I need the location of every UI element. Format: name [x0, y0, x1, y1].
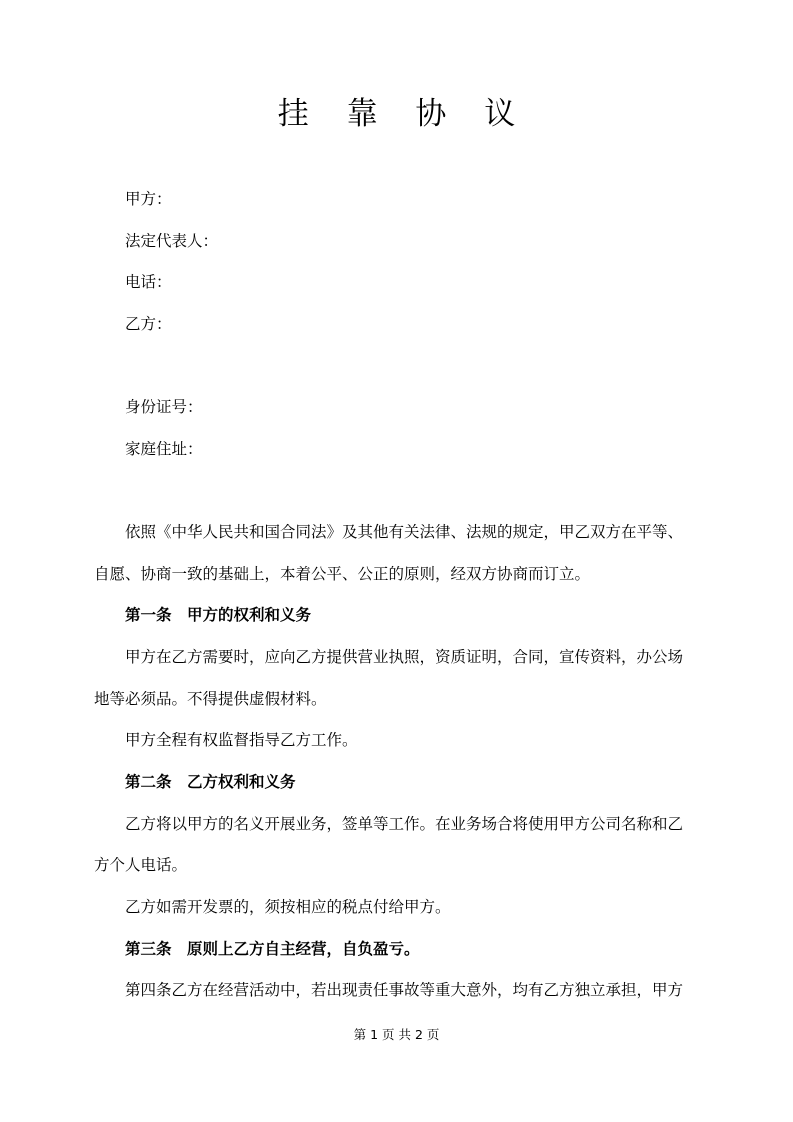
legal-rep-label: 法定代表人：	[125, 232, 219, 250]
document-title: 挂 靠 协 议	[277, 96, 530, 132]
id-number-label: 身份证号：	[125, 398, 203, 416]
home-address-label: 家庭住址：	[125, 440, 203, 458]
intro-line-1: 依照《中华人民共和国合同法》及其他有关法律、法规的规定，甲乙双方在平等、	[125, 523, 684, 541]
phone-label: 电话：	[125, 273, 172, 291]
article-1-paragraph-1-line-1: 甲方在乙方需要时，应向乙方提供营业执照，资质证明，合同，宣传资料，办公场	[125, 648, 684, 666]
party-a-label: 甲方：	[125, 190, 172, 208]
article-3-heading: 第三条 原则上乙方自主经营，自负盈亏。	[125, 940, 420, 958]
article-2-paragraph-1-line-1: 乙方将以甲方的名义开展业务，签单等工作。在业务场合将使用甲方公司名称和乙	[125, 815, 684, 833]
page-footer: 第 1 页 共 2 页	[353, 1027, 440, 1042]
article-2-heading: 第二条 乙方权利和义务	[125, 773, 296, 791]
article-2-paragraph-1-line-2: 方个人电话。	[94, 856, 188, 874]
party-b-label: 乙方：	[125, 315, 172, 333]
intro-line-2: 自愿、协商一致的基础上，本着公平、公正的原则，经双方协商而订立。	[94, 565, 591, 583]
article-1-paragraph-2: 甲方全程有权监督指导乙方工作。	[125, 731, 358, 749]
article-1-heading: 第一条 甲方的权利和义务	[125, 606, 312, 624]
article-4-line-1: 第四条乙方在经营活动中，若出现责任事故等重大意外，均有乙方独立承担，甲方	[125, 981, 684, 999]
article-2-paragraph-2: 乙方如需开发票的，须按相应的税点付给甲方。	[125, 898, 451, 916]
article-1-paragraph-1-line-2: 地等必须品。不得提供虚假材料。	[94, 690, 327, 708]
